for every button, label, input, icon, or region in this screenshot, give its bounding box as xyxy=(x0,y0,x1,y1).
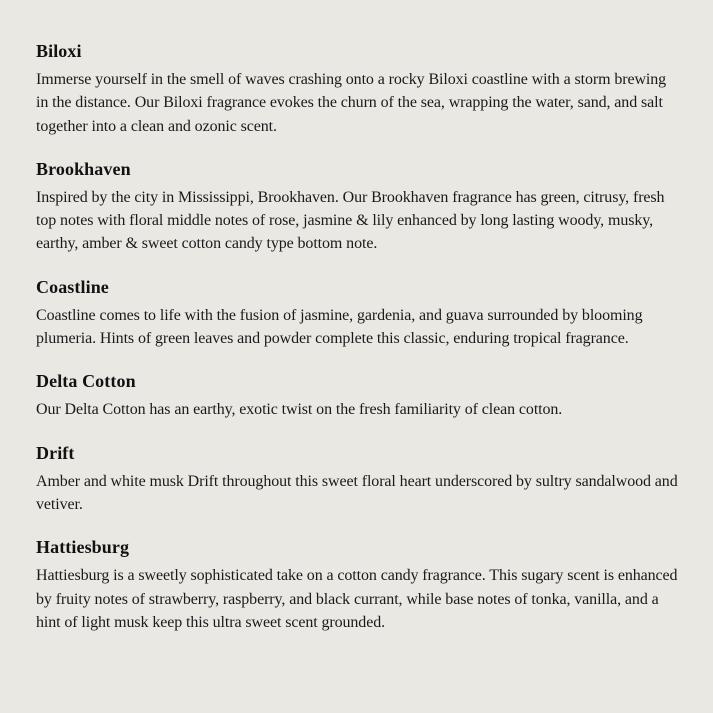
fragrance-title: Brookhaven xyxy=(36,158,131,179)
fragrance-description: Our Delta Cotton has an earthy, exotic twist on the fresh familiarity of clean cotton. xyxy=(36,401,563,419)
fragrance-title: Drift xyxy=(36,442,75,463)
fragrance-description: Immerse yourself in the smell of waves crashing onto a rocky Biloxi coastline with a storm brewing in the distance. Our Biloxi fragrance evokes the churn of the sea, wrapping the water, sand, and salt together into a clean and ozonic scent. xyxy=(36,71,667,135)
fragrance-description: Inspired by the city in Mississippi, Brookhaven. Our Brookhaven fragrance has green, citrusy, fresh top notes with floral middle notes of rose, jasmine & lily enhanced by long lasting woody, musky, earthy, amber & sweet cotton candy type bottom note. xyxy=(36,188,665,253)
fragrance-title: Delta Cotton xyxy=(36,371,136,392)
fragrance-section-delta-cotton xyxy=(36,370,681,421)
fragrance-description: Amber and white musk Drift throughout this sweet floral heart underscored by sultry sandalwood and vetiver. xyxy=(36,472,678,513)
fragrance-title: Hattiesburg xyxy=(36,537,130,558)
fragrance-description: Hattiesburg is a sweetly sophisticated take on a cotton candy fragrance. This sugary scent is enhanced by fruity notes of strawberry, raspberry, and black currant, while base notes of tonka, vanilla, and a hint of light musk keep this ultra sweet scent grounded. xyxy=(36,567,678,631)
fragrance-section-hattiesburg xyxy=(36,536,681,634)
fragrance-title: Coastline xyxy=(36,276,109,297)
fragrance-title: Biloxi xyxy=(36,41,82,61)
fragrance-section-drift xyxy=(36,442,681,517)
fragrance-description: Coastline comes to life with the fusion of jasmine, gardenia, and guava surrounded by blooming plumeria. Hints of green leaves and powder complete this classic, enduring tropical fragrance. xyxy=(36,306,643,348)
fragrance-section-biloxi xyxy=(36,40,681,138)
fragrance-section-brookhaven xyxy=(36,158,681,256)
fragrance-section-coastline xyxy=(36,276,681,351)
